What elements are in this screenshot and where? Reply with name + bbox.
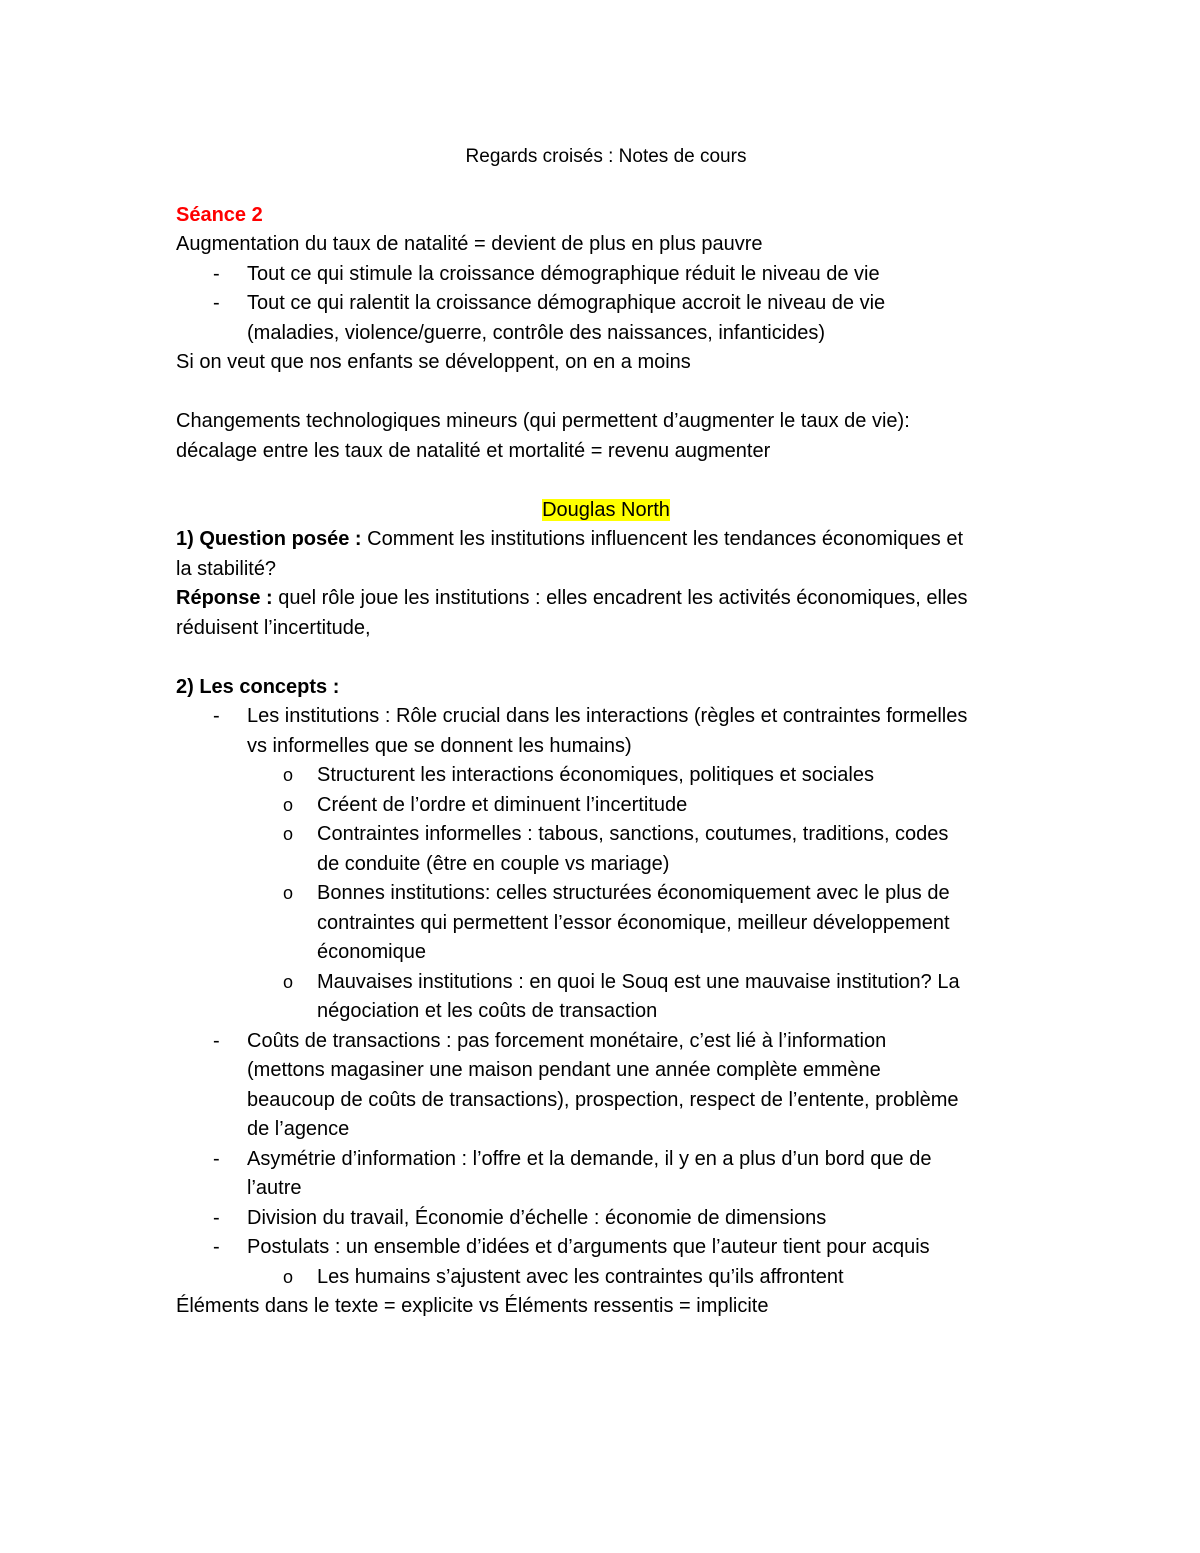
sub-list-item-text: négociation et les coûts de transaction — [317, 1000, 658, 1022]
concepts-heading: 2) Les concepts : — [176, 675, 340, 698]
dash-marker: - — [213, 1147, 220, 1170]
tech-text: Changements technologiques mineurs (qui permettent d’augmenter le taux de vie): — [176, 410, 910, 432]
blank-line — [176, 378, 1036, 408]
list-item-continuation — [176, 319, 1036, 349]
document-title: Regards croisés : Notes de cours — [465, 146, 747, 167]
list-item-text: Postulats : un ensemble d’idées et d’arguments que l’auteur tient pour acquis — [247, 1236, 930, 1258]
question-row — [176, 525, 1036, 555]
response-row — [176, 584, 1036, 614]
list-item-continuation — [176, 1056, 1036, 1086]
sub-list-item — [176, 791, 1036, 821]
sub-list-item-text: Structurent les interactions économiques, politiques et sociales — [317, 764, 874, 786]
tech-text: décalage entre les taux de natalité et mortalité = revenu augmenter — [176, 439, 771, 462]
sub-list-item — [176, 879, 1036, 909]
seance-heading: Séance 2 — [176, 203, 263, 226]
list-item-text: Tout ce qui ralentit la croissance démographique accroit le niveau de vie — [247, 292, 886, 314]
list-item-text: Tout ce qui stimule la croissance démographique réduit le niveau de vie — [247, 262, 880, 285]
list-item — [176, 1145, 1036, 1175]
sub-list-item-text: économique — [317, 941, 426, 963]
list-item-text: (mettons magasiner une maison pendant une année complète emmène — [247, 1059, 881, 1081]
list-item — [176, 289, 1036, 319]
list-item — [176, 1204, 1036, 1234]
sub-list-item-continuation — [176, 909, 1036, 939]
circle-marker: o — [283, 883, 294, 903]
response-label: Réponse : — [176, 587, 273, 609]
list-item-text: Asymétrie d’information : l’offre et la demande, il y en a plus d’un bord que de — [247, 1147, 932, 1170]
list-item-text: l’autre — [247, 1177, 302, 1199]
circle-marker: o — [283, 794, 294, 815]
section-title-row — [176, 496, 1036, 526]
sub-list-item-text: contraintes qui permettent l’essor économique, meilleur développement — [317, 911, 950, 934]
list-item-text: Les institutions : Rôle crucial dans les interactions (règles et contraintes formelles — [247, 705, 968, 727]
blank-line — [176, 466, 1036, 496]
list-item-continuation — [176, 1174, 1036, 1204]
dash-marker: - — [213, 292, 220, 314]
sub-list-item-continuation — [176, 850, 1036, 880]
list-item-text: (maladies, violence/guerre, contrôle des naissances, infanticides) — [247, 321, 826, 344]
final-line: Éléments dans le texte = explicite vs Éléments ressentis = implicite — [176, 1295, 769, 1317]
list-item-text: de l’agence — [247, 1118, 350, 1140]
dash-marker: - — [213, 705, 220, 727]
sub-list-item — [176, 820, 1036, 850]
intro-text: Augmentation du taux de natalité = devient de plus en plus pauvre — [176, 233, 763, 255]
circle-marker: o — [283, 971, 294, 992]
list-item-text: Coûts de transactions : pas forcement monétaire, c’est lié à l’information — [247, 1029, 887, 1052]
sub-list-item-continuation — [176, 997, 1036, 1027]
question-label: 1) Question posée : — [176, 528, 362, 550]
list-item-continuation — [176, 1086, 1036, 1116]
dash-marker: - — [213, 262, 220, 285]
sub-list-item-text: Mauvaises institutions : en quoi le Souq est une mauvaise institution? La — [317, 970, 960, 993]
blank-line — [176, 643, 1036, 673]
list-item-text: vs informelles que se donnent les humains) — [247, 734, 632, 757]
document-page — [176, 142, 1036, 1322]
list-item-continuation — [176, 732, 1036, 762]
dash-marker: - — [213, 1236, 220, 1258]
sub-list-item-continuation — [176, 938, 1036, 968]
list-item-text: beaucoup de coûts de transactions), prospection, respect de l’entente, problème — [247, 1088, 959, 1111]
sub-list-item — [176, 1263, 1036, 1293]
sub-list-item-text: de conduite (être en couple vs mariage) — [317, 852, 670, 875]
sub-list-item-text: Bonnes institutions: celles structurées économiquement avec le plus de — [317, 882, 950, 904]
sub-list-item-text: Les humains s’ajustent avec les contraintes qu’ils affrontent — [317, 1265, 844, 1288]
dash-marker: - — [213, 1206, 220, 1229]
dash-marker: - — [213, 1029, 220, 1052]
question-text: Comment les institutions influencent les tendances économiques et — [361, 528, 964, 550]
question-text-continued: la stabilité? — [176, 557, 277, 580]
list-item — [176, 702, 1036, 732]
intro-after-text: Si on veut que nos enfants se développent, on en a moins — [176, 351, 691, 373]
list-item — [176, 260, 1036, 290]
list-item-text: Division du travail, Économie d’échelle : économie de dimensions — [247, 1206, 827, 1229]
sub-list-item-text: Créent de l’ordre et diminuent l’incertitude — [317, 793, 688, 816]
list-item — [176, 1233, 1036, 1263]
sub-list-item — [176, 968, 1036, 998]
response-text: quel rôle joue les institutions : elles encadrent les activités économiques, elles — [272, 587, 968, 609]
circle-marker: o — [283, 824, 294, 844]
sub-list-item — [176, 761, 1036, 791]
circle-marker: o — [283, 1266, 294, 1287]
circle-marker: o — [283, 765, 294, 785]
list-item-continuation — [176, 1115, 1036, 1145]
section-title: Douglas North — [542, 498, 670, 521]
response-text-continued: réduisent l’incertitude, — [176, 616, 371, 639]
sub-list-item-text: Contraintes informelles : tabous, sanctions, coutumes, traditions, codes — [317, 823, 949, 845]
list-item — [176, 1027, 1036, 1057]
